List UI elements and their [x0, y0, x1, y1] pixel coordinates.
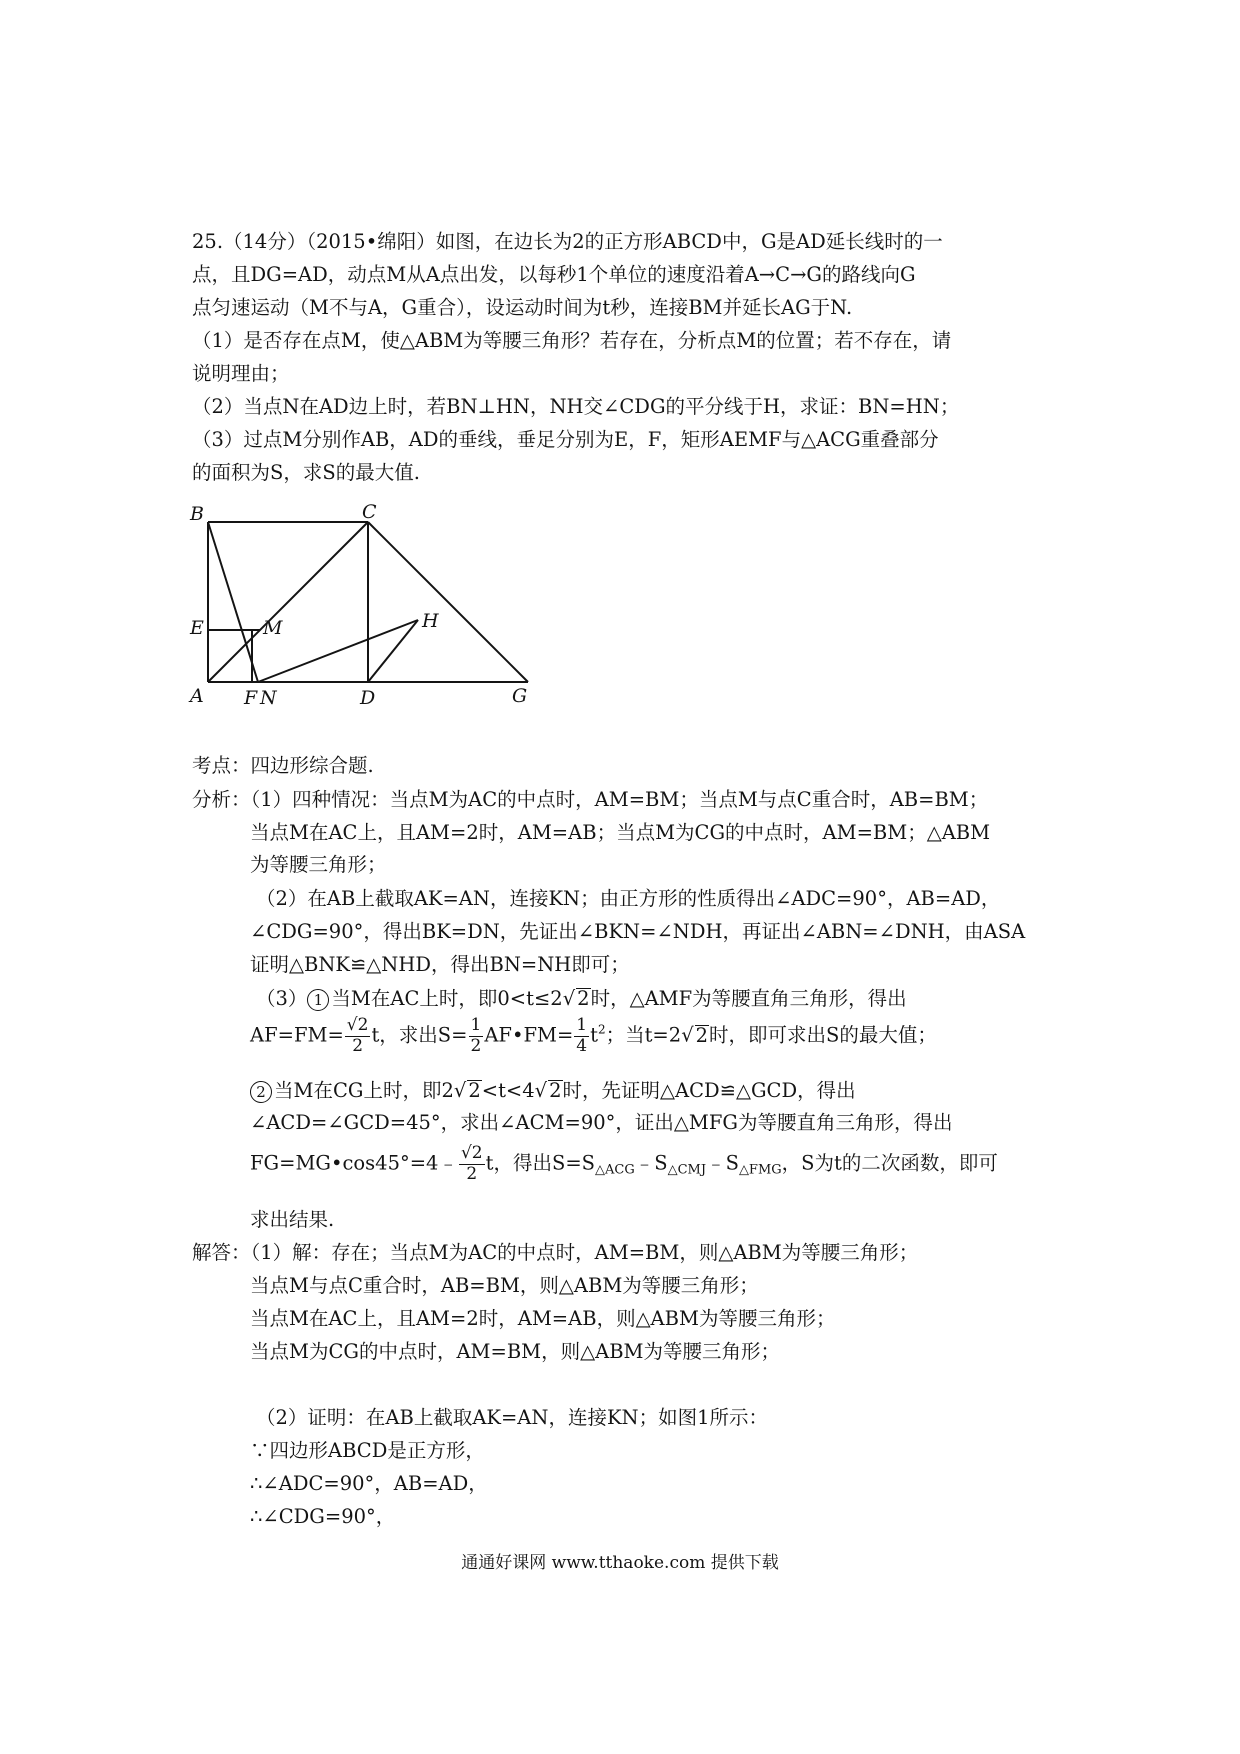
kaodian-label: 考点：	[192, 754, 251, 777]
fraction	[459, 1144, 485, 1184]
fenxi-line	[250, 1144, 998, 1184]
fraction	[345, 1016, 371, 1056]
text-run: 时，△AMF为等腰直角三角形，得出	[590, 987, 907, 1010]
fraction	[469, 1016, 484, 1056]
label-h: H	[422, 610, 439, 632]
jieda-line: （2）证明：在AB上截取AK=AN，连接KN；如图1所示：	[256, 1406, 768, 1429]
jieda-line: ∴∠CDG=90°，	[250, 1505, 396, 1528]
radicand: 2	[695, 1023, 709, 1047]
label-b: B	[190, 503, 204, 525]
label-f: F	[244, 687, 258, 709]
jieda-line: 当点M与点C重合时，AB=BM，则△ABM为等腰三角形；	[250, 1274, 759, 1297]
problem-line: 的面积为S，求S的最大值.	[192, 461, 420, 484]
text-run: <t<4	[481, 1079, 535, 1102]
label-d: D	[360, 687, 376, 709]
text-run: FG=MG•cos45°=4﹣	[250, 1151, 458, 1175]
jieda-line: 当点M在AC上，且AM=2时，AM=AB，则△ABM为等腰三角形；	[250, 1307, 836, 1330]
label-e: E	[190, 617, 204, 639]
fenxi-line: （2）在AB上截取AK=AN，连接KN；由正方形的性质得出∠ADC=90°，AB=AD，	[256, 887, 1001, 910]
text-run: 时，先证明△ACD≌△GCD，得出	[562, 1079, 856, 1102]
fraction	[574, 1016, 589, 1056]
numerator: √2	[460, 1143, 483, 1163]
segment-cg	[368, 522, 528, 682]
subscript: △FMG	[738, 1162, 782, 1178]
fenxi-line: 求出结果.	[250, 1208, 335, 1231]
sqrt-symbol: √	[562, 987, 576, 1010]
label-m: M	[263, 617, 283, 639]
jieda-line: ∴∠ADC=90°，AB=AD，	[250, 1472, 488, 1495]
denominator: 2	[352, 1035, 364, 1056]
denominator: 2	[470, 1035, 482, 1056]
radicand: 2	[549, 1079, 562, 1102]
radicand: 2	[577, 987, 590, 1010]
problem-line: 说明理由；	[192, 362, 290, 385]
text-run: ，S为t的二次函数，即可	[781, 1151, 998, 1175]
text-run: ；当t=2	[605, 1023, 682, 1047]
text-run: ﹣S	[706, 1151, 739, 1175]
text-run: AF•FM=	[484, 1023, 574, 1047]
page-footer: 通通好课网 www.tthaoke.com 提供下载	[461, 1553, 779, 1573]
kaodian-text: 四边形综合题.	[250, 754, 374, 777]
text-run: AF=FM=	[250, 1023, 344, 1047]
text-run: t	[590, 1023, 598, 1047]
fenxi-line: 当点M在AC上，且AM=2时，AM=AB；当点M为CG的中点时，AM=BM；△ABM	[250, 821, 991, 844]
numerator: 1	[576, 1015, 588, 1035]
problem-line: 点匀速运动（M不与A，G重合），设运动时间为t秒，连接BM并延长AG于N.	[192, 296, 853, 319]
text-run: 时，即可求出S的最大值；	[709, 1023, 937, 1047]
label-c: C	[362, 501, 377, 523]
text-run: 当M在AC上时，即0<t≤2	[331, 987, 563, 1010]
problem-line: （2）当点N在AD边上时，若BN⊥HN，NH交∠CDG的平分线于H，求证：BN=HN；	[192, 395, 960, 418]
fenxi-line: ∠CDG=90°，得出BK=DN，先证出∠BKN=∠NDH，再证出∠ABN=∠DNH，由ASA	[250, 920, 1026, 943]
sqrt-symbol: √	[453, 1079, 467, 1102]
circled-number: 1	[307, 989, 329, 1011]
numerator: 1	[470, 1015, 482, 1035]
label-a: A	[190, 685, 204, 707]
jieda-label: 解答：	[192, 1241, 251, 1264]
fenxi-line	[250, 1080, 856, 1103]
radicand: 2	[468, 1079, 481, 1102]
denominator: 4	[576, 1035, 588, 1056]
text-run: t，求出S=	[371, 1023, 468, 1047]
jieda-line: 当点M为CG的中点时，AM=BM，则△ABM为等腰三角形；	[250, 1340, 781, 1363]
fenxi-text: （1）四种情况：当点M为AC的中点时，AM=BM；当点M与点C重合时，AB=BM；	[250, 788, 989, 811]
subscript: △ACG	[595, 1162, 635, 1178]
text-run: （3）	[256, 987, 308, 1010]
fenxi-line: ∠ACD=∠GCD=45°，求出∠ACM=90°，证出△MFG为等腰直角三角形，得出	[250, 1111, 953, 1134]
text-run: t，得出S=S	[485, 1151, 596, 1175]
geometry-figure	[186, 494, 536, 714]
text-run: 当M在CG上时，即2	[274, 1079, 454, 1102]
text-run: ﹣S	[634, 1151, 668, 1175]
sqrt-symbol: √	[681, 1023, 694, 1047]
problem-line: （1）是否存在点M，使△ABM为等腰三角形？若存在，分析点M的位置；若不存在，请	[192, 329, 952, 352]
fenxi-line: 证明△BNK≌△NHD，得出BN=NH即可；	[250, 953, 630, 976]
denominator: 2	[466, 1163, 478, 1184]
numerator: √2	[346, 1015, 369, 1035]
problem-line: （3）过点M分别作AB，AD的垂线，垂足分别为E，F，矩形AEMF与△ACG重叠部分	[192, 428, 939, 451]
superscript: 2	[597, 1022, 606, 1037]
fenxi-line	[250, 1016, 937, 1056]
fenxi-line	[256, 988, 907, 1011]
sqrt-symbol: √	[534, 1079, 548, 1102]
circled-number: 2	[250, 1081, 272, 1103]
fenxi-line	[192, 790, 988, 810]
kaodian-line	[192, 756, 374, 776]
problem-line: 25.（14分）（2015•绵阳）如图，在边长为2的正方形ABCD中，G是AD延长线时的一	[192, 230, 943, 253]
jieda-text: （1）解：存在；当点M为AC的中点时，AM=BM，则△ABM为等腰三角形；	[250, 1241, 919, 1264]
jieda-line: ∵四边形ABCD是正方形，	[250, 1439, 485, 1462]
problem-line: 点，且DG=AD，动点M从A点出发，以每秒1个单位的速度沿着A→C→G的路线向G	[192, 263, 916, 286]
fenxi-line: 为等腰三角形；	[250, 853, 387, 876]
label-g: G	[512, 685, 528, 707]
fenxi-label: 分析：	[192, 788, 251, 811]
jieda-line	[192, 1243, 918, 1263]
label-n: N	[260, 687, 277, 709]
subscript: △CMJ	[667, 1162, 707, 1178]
